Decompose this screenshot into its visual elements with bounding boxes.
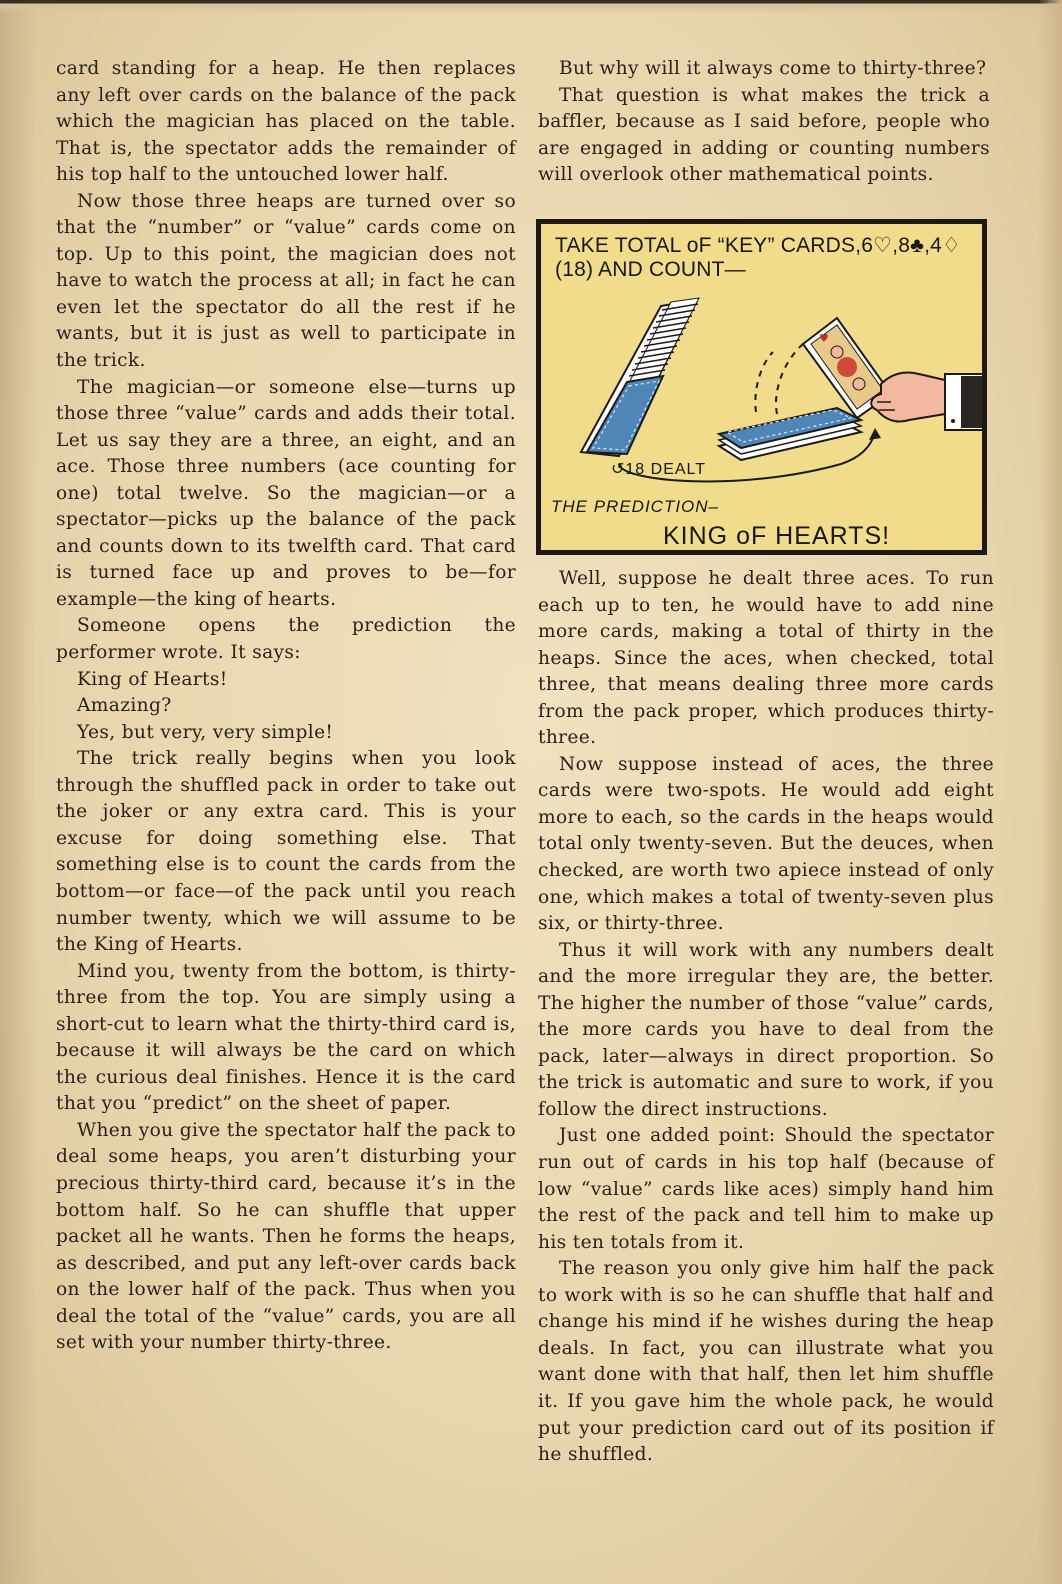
hand-icon	[871, 372, 982, 430]
right-column-top	[538, 56, 990, 189]
fanned-pack-icon	[581, 298, 699, 456]
paragraph: The reason you only give him half the pack to work with is so he can shuffle that half and change his mind if he wishes during the heap deals. In fact, you can illustrate what you want done with that half, then let him shuffle it. If you gave him the whole pack, he would put your prediction card out of its position if he shuffled.	[538, 1258, 994, 1466]
dialogue-line: Amazing?	[77, 695, 172, 717]
caption-line: TAKE TOTAL oF “KEY” CARDS,6♡,8♣,4♢	[555, 234, 962, 257]
motion-line	[755, 352, 773, 412]
page-top-edge	[0, 0, 1062, 14]
paragraph: Someone opens the prediction the performer wrote. It says:	[56, 615, 516, 664]
prediction-label: THE PREDICTION–	[551, 497, 720, 516]
illustration-panel	[536, 219, 987, 555]
paragraph: When you give the spectator half the pack to deal some heaps, you aren’t disturbing your precious thirty-third card, because it’s in the bottom half. So he can shuffle that upper packet all he wants. Then he forms the heaps, as described, and put any left-over cards back on the lower half of the pack. Thus when you deal the total of the “value” cards, you are all set with your number thirty-three.	[56, 1119, 516, 1354]
right-column-bottom	[538, 566, 994, 1469]
paragraph: card standing for a heap. He then replaces any left over cards on the balance of the pack which the magician has placed on the table. That is, the spectator adds the remainder of his top half to the untouched lower half.	[56, 58, 516, 186]
paragraph: Mind you, twenty from the bottom, is thirty-three from the top. You are simply using a short-cut to learn what the thirty-third card is, because it will always be the card on which the curious deal finishes. Hence it is the card that you “predict” on the sheet of paper.	[56, 960, 516, 1115]
dialogue-line: Yes, but very, very simple!	[77, 721, 334, 743]
paragraph: The magician—or someone else—turns up those three “value” cards and adds their total. Let us say they are a three, an eight, and an ace. Those three numbers (ace counting for one) total twelve. So the magician—or a spectator—picks up the balance of the pack and counts down to its twelfth card. That card is turned face up and proves to be—for example—the king of hearts.	[56, 376, 516, 610]
arrow-head-icon	[869, 428, 881, 440]
caption-line: (18) AND COUNT—	[555, 258, 746, 281]
motion-line	[776, 344, 803, 414]
svg-text:♥: ♥	[819, 332, 829, 345]
panel-caption	[555, 234, 985, 282]
paragraph: Now those three heaps are turned over so that the “number” or “value” cards come on top. Up to this point, the magician does not have to watch the process at all; in fact he can even let the spectator do all the rest if he wants, but it is just as well to participate in the trick.	[56, 190, 516, 372]
dealt-label: ↺18 DEALT	[611, 461, 707, 478]
prediction-value: KING oF HEARTS!	[663, 522, 891, 550]
paragraph: Just one added point: Should the spectator run out of cards in his top half (because of low “value” cards like aces) simply hand him the rest of the pack and tell him to make up his ten totals from it.	[538, 1125, 994, 1253]
paragraph: Well, suppose he dealt three aces. To run each up to ten, he would have to add nine more cards, making a total of thirty in the heaps. Since the aces, when checked, total three, that means dealing three more cards from the pack proper, which produces thirty-three.	[538, 568, 994, 749]
paragraph: Thus it will work with any numbers dealt and the more irregular they are, the better. The higher the number of those “value” cards, the more cards you have to deal from the pack, later—always in direct proportion. So the trick is automatic and sure to work, if you follow the direct instructions.	[538, 939, 994, 1120]
paragraph: That question is what makes the trick a baffler, because as I said before, people who are engaged in adding or counting numbers will overlook other mathematical points.	[538, 84, 990, 186]
dialogue-line: King of Hearts!	[77, 668, 228, 690]
paragraph: Now suppose instead of aces, the three cards were two-spots. He would add eight more to each, so the cards in the heaps would total only twenty-seven. But the deuces, when checked, are worth two apiece instead of only one, which makes a total of twenty-seven plus six, or thirty-three.	[538, 753, 994, 935]
dealt-pile-icon	[719, 408, 861, 460]
left-column	[56, 56, 516, 1357]
paragraph: But why will it always come to thirty-three?	[559, 58, 987, 79]
paragraph: The trick really begins when you look through the shuffled pack in order to take out the joker or any extra card. This is your excuse for doing something else. That something else is to count the cards from the bottom—or face—of the pack until you reach number twenty, which we will assume to be the King of Hearts.	[56, 748, 516, 956]
